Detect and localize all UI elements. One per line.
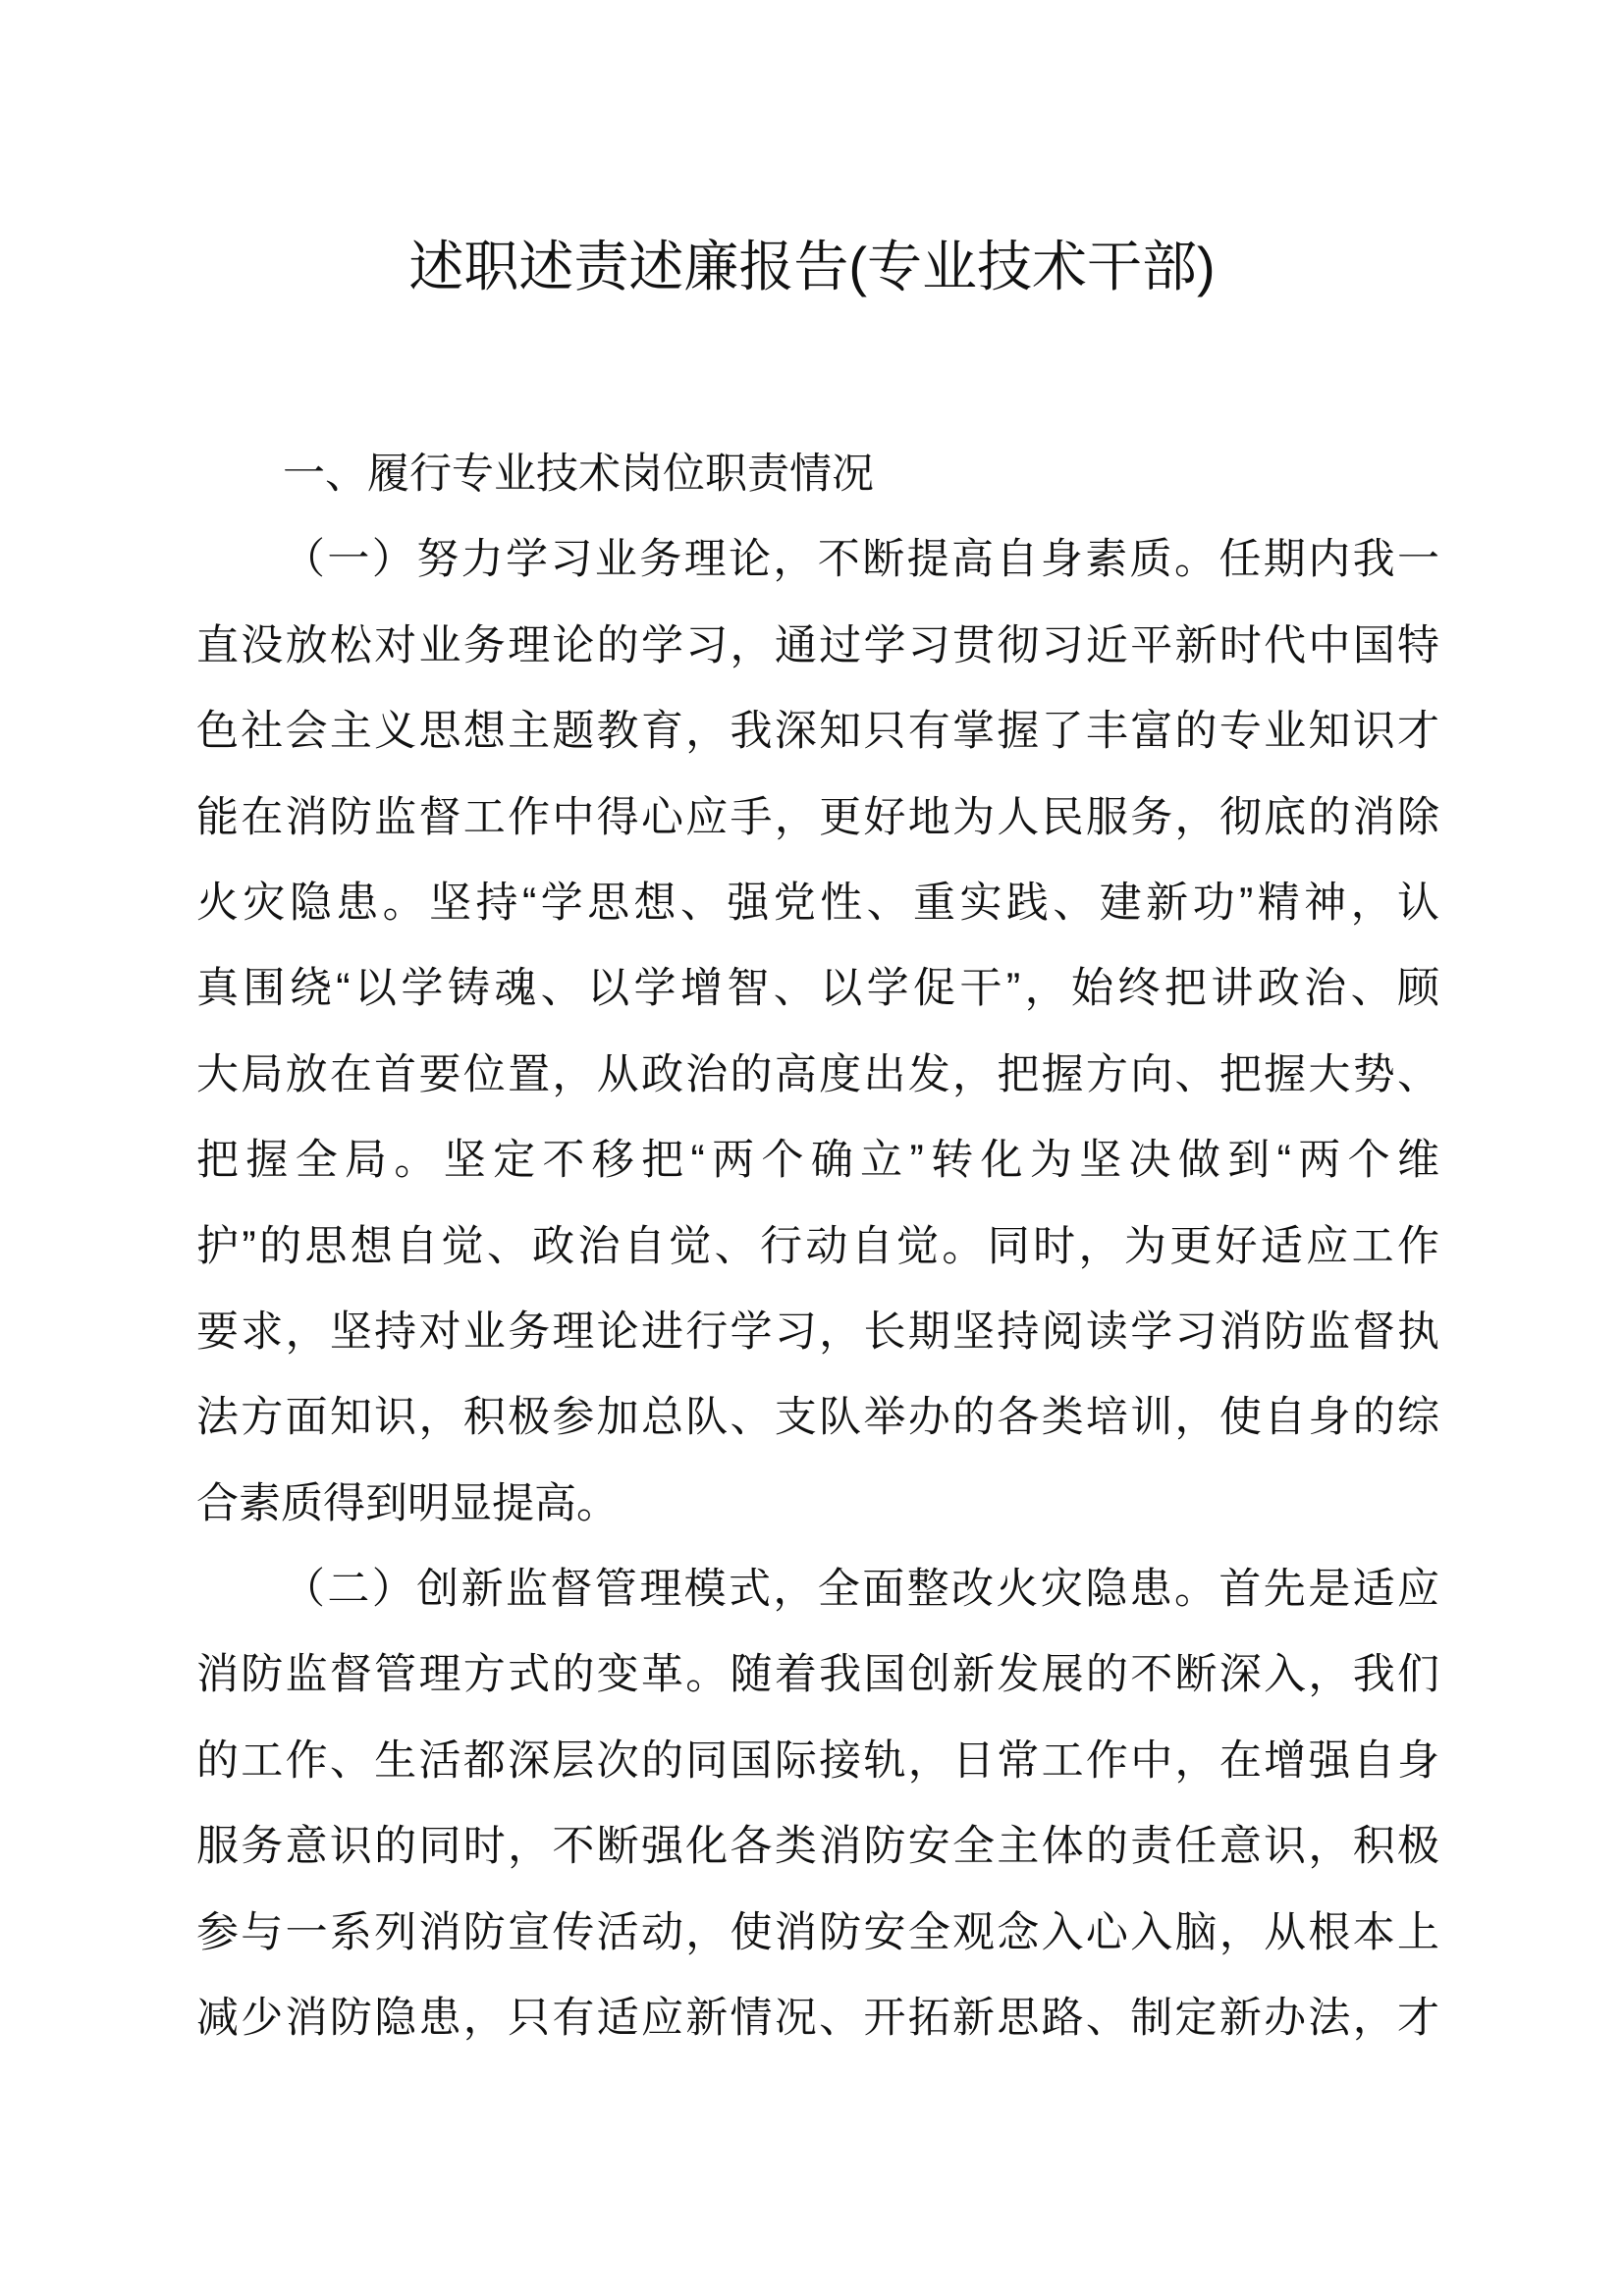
text-line: （一）努力学习业务理论，不断提高自身素质。任期内我一 [283,536,1439,584]
document-title: 述职述责述廉报告(专业技术干部) [408,236,1216,297]
text-line: 合素质得到明显提高。 [196,1479,619,1527]
text-line: 色社会主义思想主题教育，我深知只有掌握了丰富的专业知识才 [196,708,1439,756]
text-line: 火灾隐患。坚持“学思想、强党性、重实践、建新功”精神，认 [196,879,1439,927]
text-line: 大局放在首要位置，从政治的高度出发，把握方向、把握大势、 [196,1050,1439,1098]
text-line: 真围绕“以学铸魂、以学增智、以学促干”，始终把讲政治、顾 [196,965,1439,1013]
text-line: 要求，坚持对业务理论进行学习，长期坚持阅读学习消防监督执 [196,1308,1439,1356]
text-line: 能在消防监督工作中得心应手，更好地为人民服务，彻底的消除 [196,793,1439,841]
text-line: 服务意识的同时，不断强化各类消防安全主体的责任意识，积极 [196,1823,1439,1871]
text-line: 减少消防隐患，只有适应新情况、开拓新思路、制定新办法，才 [196,1995,1439,2043]
text-line: 的工作、生活都深层次的同国际接轨，日常工作中，在增强自身 [196,1736,1439,1785]
text-line: 消防监督管理方式的变革。随着我国创新发展的不断深入，我们 [196,1651,1439,1699]
text-line: 把握全局。坚定不移把“两个确立”转化为坚决做到“两个维 [196,1137,1439,1185]
paragraph-1 [196,517,1439,1547]
paragraph-2 [196,1547,1439,2061]
text-line: （二）创新监督管理模式，全面整改火灾隐患。首先是适应 [283,1566,1439,1614]
text-line: 法方面知识，积极参加总队、支队举办的各类培训，使自身的综 [196,1394,1439,1442]
document-body [196,432,1439,2061]
text-line: 直没放松对业务理论的学习，通过学习贯彻习近平新时代中国特 [196,621,1439,669]
text-line: 护”的思想自觉、政治自觉、行动自觉。同时，为更好适应工作 [196,1222,1439,1270]
text-line: 参与一系列消防宣传活动，使消防安全观念入心入脑，从根本上 [196,1908,1439,1956]
section-heading: 一、履行专业技术岗位职责情况 [283,451,874,498]
